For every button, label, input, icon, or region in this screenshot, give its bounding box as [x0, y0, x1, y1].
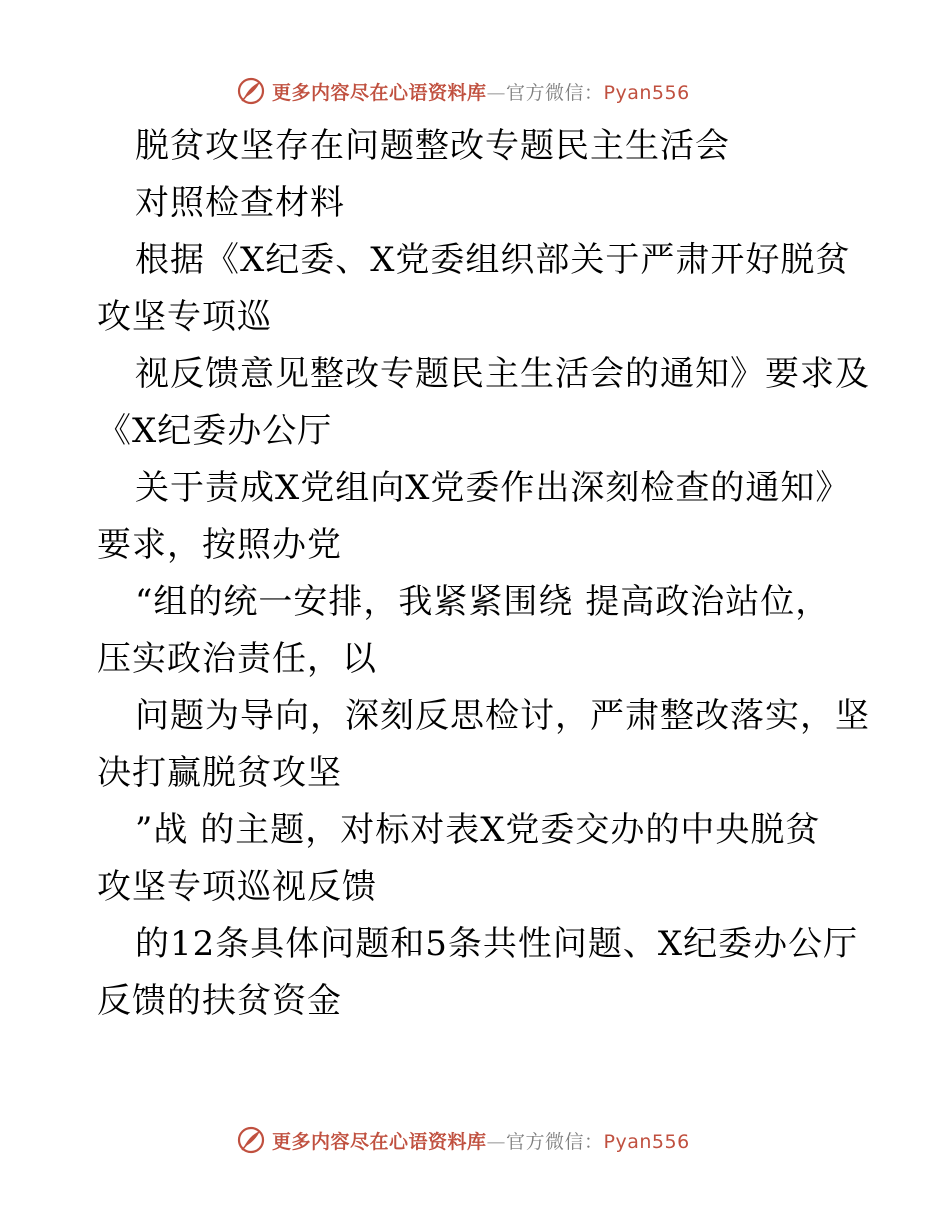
paragraph-line: 视反馈意见整改专题民主生活会的通知》要求及	[135, 354, 870, 394]
doc-subtitle-line: 对照检查材料	[135, 183, 345, 223]
paragraph-line: 要求，按照办党	[97, 525, 342, 565]
paragraph-line: 问题为导向，深刻反思检讨，严肃整改落实，坚	[135, 696, 870, 736]
paragraph-line: 反馈的扶贫资金	[97, 981, 342, 1021]
watermark-main: 更多内容尽在心语资料库	[272, 1130, 487, 1153]
paragraph-line: 决打赢脱贫攻坚	[97, 753, 342, 793]
watermark-wechat-id: Pyan556	[603, 1130, 690, 1153]
document-body	[97, 118, 870, 1030]
paragraph-line: ”战 的主题，对标对表X党委交办的中央脱贫	[135, 810, 821, 850]
watermark-header	[236, 76, 690, 106]
paragraph-line: 《X纪委办公厅	[97, 411, 333, 451]
watermark-dash: —	[486, 1130, 507, 1153]
feather-pen-logo-icon	[236, 1125, 266, 1155]
watermark-text	[272, 78, 690, 105]
watermark-main: 更多内容尽在心语资料库	[272, 81, 487, 104]
watermark-footer	[236, 1125, 690, 1155]
paragraph-line: “组的统一安排，我紧紧围绕 提高政治站位，	[135, 582, 831, 622]
paragraph-line: 攻坚专项巡	[97, 297, 272, 337]
paragraph-line: 攻坚专项巡视反馈	[97, 867, 377, 907]
watermark-label: 官方微信：	[506, 1130, 604, 1153]
paragraph-line: 关于责成X党组向X党委作出深刻检查的通知》	[135, 468, 851, 508]
doc-title-line: 脱贫攻坚存在问题整改专题民主生活会	[135, 126, 730, 166]
watermark-dash: —	[486, 81, 507, 104]
paragraph-line: 压实政治责任，以	[97, 639, 377, 679]
watermark-text	[272, 1127, 690, 1154]
paragraph-line: 根据《X纪委、X党委组织部关于严肃开好脱贫	[135, 240, 851, 280]
feather-pen-logo-icon	[236, 76, 266, 106]
paragraph-line: 的12条具体问题和5条共性问题、X纪委办公厅	[135, 924, 859, 964]
watermark-wechat-id: Pyan556	[603, 81, 690, 104]
watermark-label: 官方微信：	[506, 81, 604, 104]
